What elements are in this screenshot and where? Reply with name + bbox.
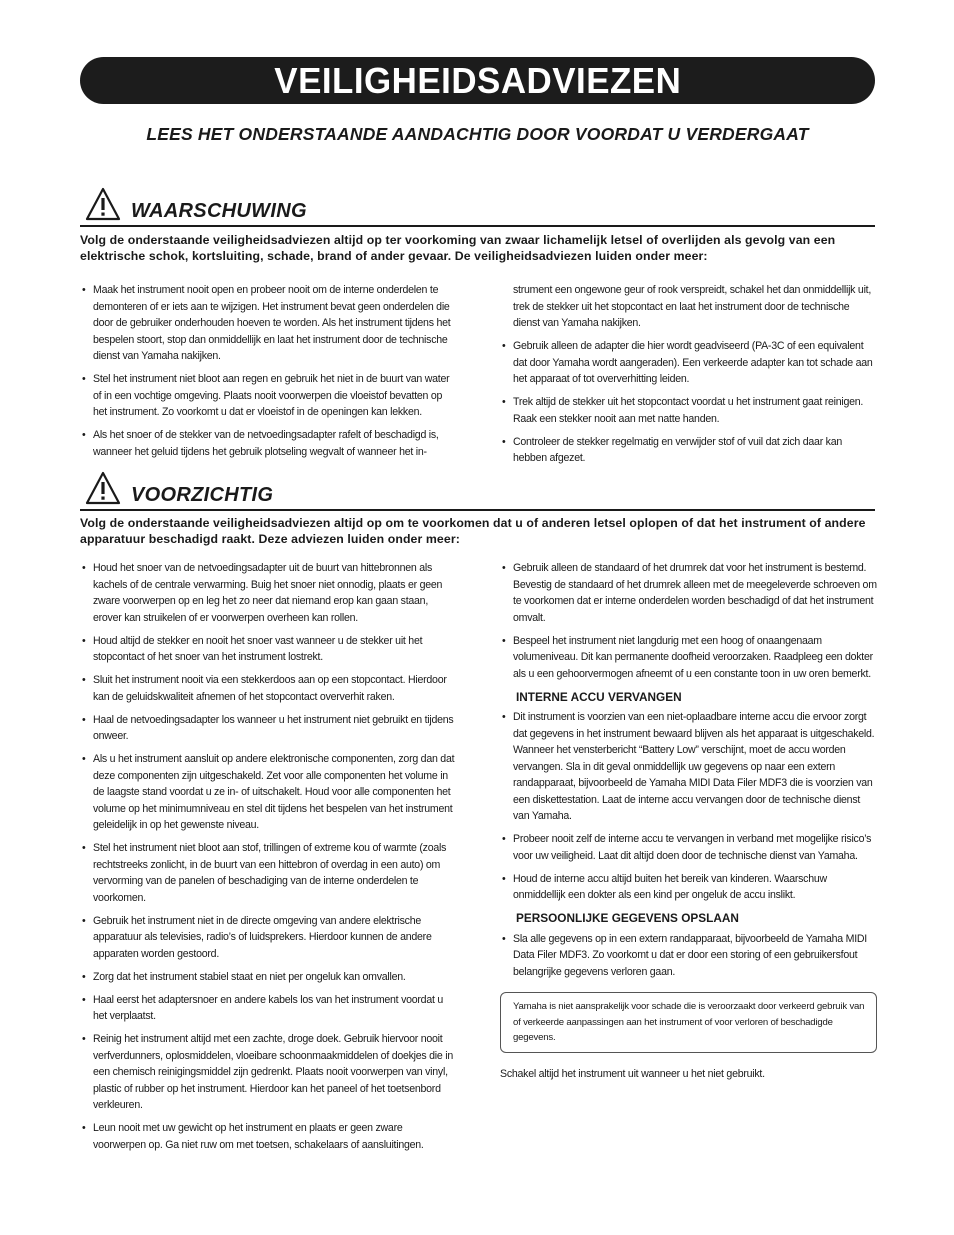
battery-heading: INTERNE ACCU VERVANGEN [516, 689, 682, 704]
data-heading: PERSOONLIJKE GEGEVENS OPSLAAN [516, 911, 739, 925]
list-item: • Gebruik alleen de adapter die hier wordt geadviseerd (PA-3C of een equivalent dat door Yamaha wordt aangeraden). Een verkeerde adapter kan tot schade aan het apparaat of tot oververhitting leiden. [500, 338, 877, 388]
list-item: • Stel het instrument niet bloot aan regen en gebruik het niet in de buurt van water of in een vochtige omgeving. Plaats nooit voorwerpen die vloeistof bevatten op het instrument. Zo voorkomt u dat er vloeistof in de openingen kan lekken. [80, 371, 457, 421]
list-item: • Zorg dat het instrument stabiel staat en niet per ongeluk kan omvallen. [80, 969, 457, 986]
closing-note: Schakel altijd het instrument uit wanneer u het niet gebruikt. [500, 1067, 765, 1080]
page-subtitle: LEES HET ONDERSTAANDE AANDACHTIG DOOR VOORDAT U VERDERGAAT [146, 124, 809, 144]
list-item: • Houd altijd de stekker en nooit het snoer vast wanneer u de stekker uit het stopcontact of het snoer van het instrument lostrekt. [80, 633, 457, 666]
list-item: • Haal de netvoedingsadapter los wanneer u het instrument niet gebruikt en tijdens onweer. [80, 712, 457, 745]
page-title: VEILIGHEIDSADVIEZEN [274, 59, 681, 101]
list-item: • Als u het instrument aansluit op andere elektronische componenten, zorg dan dat deze componenten zijn uitgeschakeld. Zet voor alle componenten het volume in de laagste stand voordat u ze in- of uitschakelt. Houd voor alle componenten het volume op het minimumniveau en stel dit tijdens het bespelen van het instrument geleidelijk in op het gewenste niveau. [80, 751, 457, 834]
list-item: • Houd het snoer van de netvoedingsadapter uit de buurt van hittebronnen als kachels of de centrale verwarming. Buig het snoer niet onnodig, plaats er geen zware voorwerpen op en leg het zo neer dat niemand erop kan gaan staan, erover kan struikelen of er voorwerpen overheen kan rollen. [80, 560, 457, 626]
warning-header [80, 187, 875, 227]
list-item-continuation: strument een ongewone geur of rook verspreidt, schakel het dan onmiddellijk uit, trek de stekker uit het stopcontact en laat het instrument door de technische dienst van Yamaha nakijken. [513, 284, 872, 329]
title-bar [80, 57, 875, 104]
list-item: • Leun nooit met uw gewicht op het instrument en plaats er geen zware voorwerpen op. Ga niet ruw om met toetsen, schakelaars of aansluitingen. [80, 1120, 457, 1153]
warning-intro: Volg de onderstaande veiligheidsadviezen altijd op ter voorkoming van zwaar lichamelijk letsel of overlijden als gevolg van een elektrische schok, kortsluiting, schade, brand of ander gevaar. De veiligheidsadviezen luiden onder meer: [80, 233, 836, 263]
caution-header [80, 471, 875, 511]
warning-title: WAARSCHUWING [131, 200, 307, 222]
list-item: • Controleer de stekker regelmatig en verwijder stof of vuil dat zich daar kan hebben afgezet. [500, 434, 877, 467]
list-item: • Dit instrument is voorzien van een niet-oplaadbare interne accu die ervoor zorgt dat gegevens in het instrument bewaard blijven als het apparaat is uitgeschakeld. Wanneer het vensterbericht “Battery Low” verschijnt, moet de accu worden vervangen. Sla in dit geval onmiddellijk uw gegevens op naar een extern randapparaat, bijvoorbeeld de Yamaha MIDI Data Filer MDF3 die is voorzien van een diskettestation. Laat de interne accu vervangen door de technische dienst van Yamaha. [500, 709, 877, 825]
list-item: • Als het snoer of de stekker van de netvoedingsadapter rafelt of beschadigd is, wanneer het geluid tijdens het gebruik plotseling wegvalt of wanneer het in- [80, 427, 457, 460]
warning-triangle-icon [85, 471, 121, 505]
list-item: • Houd de interne accu altijd buiten het bereik van kinderen. Waarschuw onmiddellijk een dokter als een kind per ongeluk de accu inslikt. [500, 871, 877, 904]
list-item: • Trek altijd de stekker uit het stopcontact voordat u het instrument gaat reinigen. Raak een stekker nooit aan met natte handen. [500, 394, 877, 427]
warning-left-column [80, 282, 457, 467]
list-item: • Gebruik alleen de standaard of het drumrek dat voor het instrument is bestemd. Bevestig de standaard of het drumrek alleen met de meegeleverde schroeven om te voorkomen dat er interne onderdelen worden beschadigd of dat het instrument omvalt. [500, 560, 877, 626]
list-item: • Haal eerst het adaptersnoer en andere kabels los van het instrument voordat u het verplaatst. [80, 992, 457, 1025]
list-item: • Probeer nooit zelf de interne accu te vervangen in verband met mogelijke risico’s voor uw veiligheid. Laat dit altijd doen door de technische dienst van Yamaha. [500, 831, 877, 864]
list-item: • Stel het instrument niet bloot aan stof, trillingen of extreme kou of warmte (zoals rechtstreeks zonlicht, in de buurt van een hittebron of overdag in een auto) om vervorming van de panelen of beschadiging van de interne onderdelen te voorkomen. [80, 840, 457, 906]
warning-triangle-icon [85, 187, 121, 221]
list-item: • Sla alle gegevens op in een extern randapparaat, bijvoorbeeld de Yamaha MIDI Data Filer MDF3. Zo voorkomt u dat er door een storing of een gebruikersfout belangrijke gegevens verloren gaan. [500, 931, 877, 981]
list-item: • Maak het instrument nooit open en probeer nooit om de interne onderdelen te demonteren of er iets aan te wijzigen. Het instrument bevat geen onderdelen die door de gebruiker onderhouden hoeven te worden. Als het instrument tijdens het bespelen stoort, stop dan onmiddellijk en laat het instrument door de technische dienst van Yamaha nakijken. [80, 282, 457, 365]
list-item: • Sluit het instrument nooit via een stekkerdoos aan op een stopcontact. Hierdoor kan de geluidskwaliteit afnemen of het stopcontact oververhit raken. [80, 672, 457, 705]
list-item: • Gebruik het instrument niet in de directe omgeving van andere elektrische apparatuur als televisies, radio’s of luidsprekers. Hierdoor kunnen de andere apparaten worden gestoord. [80, 913, 457, 963]
list-item: • Bespeel het instrument niet langdurig met een hoog of onaangenaam volumeniveau. Dit kan permanente doofheid veroorzaken. Raadpleeg een dokter als u een gehoorvermogen afneemt of u een constante toon in uw oren bemerkt. [500, 633, 877, 683]
list-item: • Reinig het instrument altijd met een zachte, droge doek. Gebruik hiervoor nooit verfverdunners, oplosmiddelen, vloeibare schoonmaakmiddelen of doekjes die in een chemisch reinigingsmiddel zijn gedrenkt. Plaats nooit voorwerpen van vinyl, plastic of rubber op het instrument. Hierdoor kan het paneel of het toetsenbord verkleuren. [80, 1031, 457, 1114]
warning-right-column [500, 282, 877, 473]
caution-intro: Volg de onderstaande veiligheidsadviezen altijd op om te voorkomen dat u of anderen letsel oplopen of dat het instrument of andere apparatuur beschadigd raakt. Deze adviezen luiden onder meer: [80, 516, 866, 546]
caution-left-column [80, 560, 457, 1160]
caution-right-column [500, 560, 877, 1082]
liability-notice-box: Yamaha is niet aansprakelijk voor schade die is veroorzaakt door verkeerd gebruik van of verkeerde aanpassingen aan het instrument of voor verloren of beschadigde gegevens. [500, 992, 877, 1053]
caution-title: VOORZICHTIG [131, 484, 274, 506]
